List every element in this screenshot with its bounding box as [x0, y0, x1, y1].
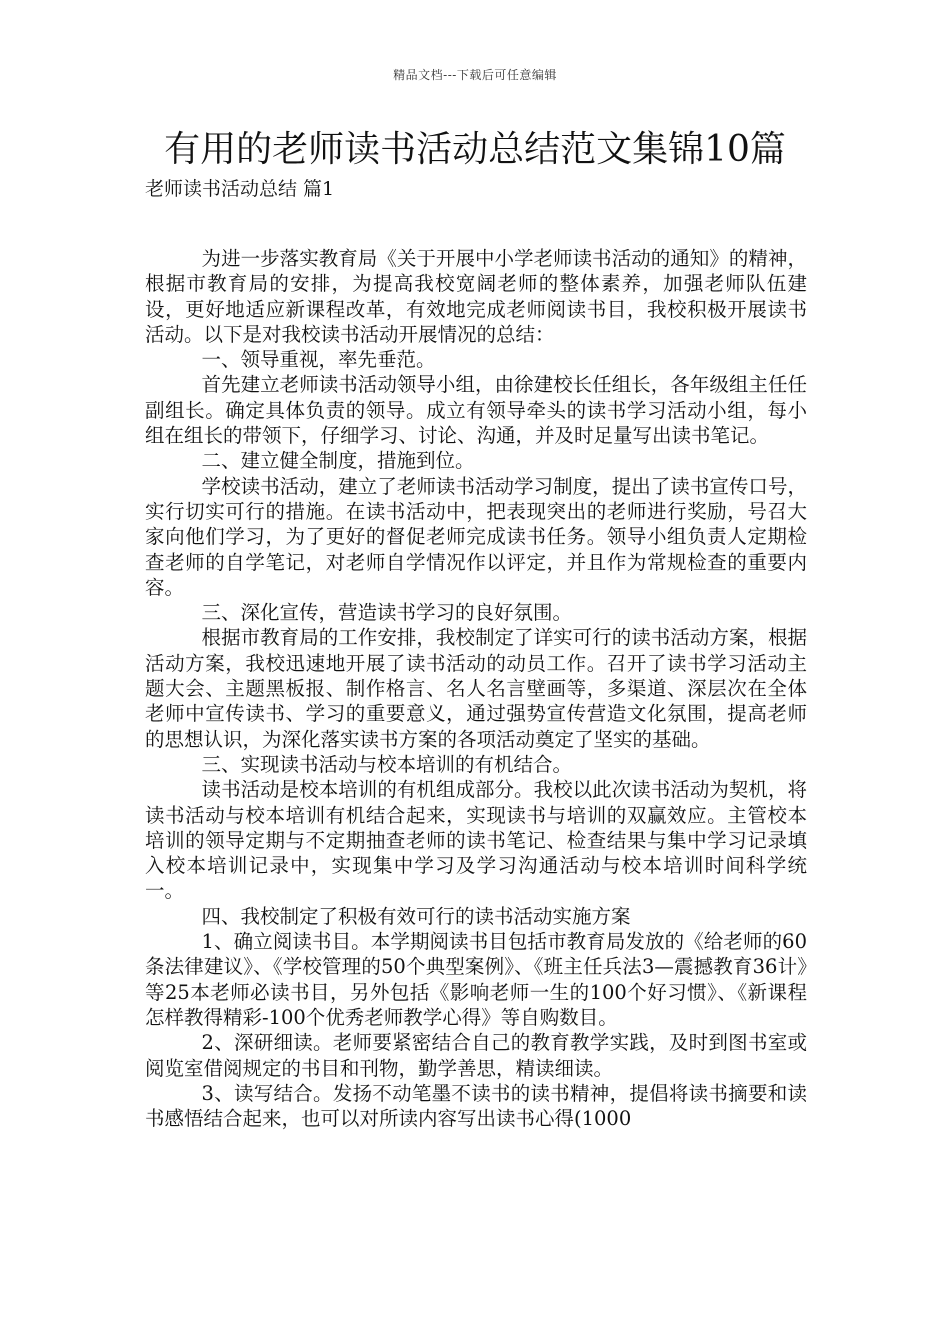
paragraph: 3、读写结合。发扬不动笔墨不读书的读书精神，提倡将读书摘要和读书感悟结合起来，也可以对所读内容写出读书心得(1000 — [145, 1081, 807, 1131]
section-heading: 二、建立健全制度，措施到位。 — [201, 449, 475, 473]
paragraph: 1、确立阅读书目。本学期阅读书目包括市教育局发放的《给老师的60条法律建议》、《学校管理的50个典型案例》、《班主任兵法3—震撼教育36计》等25本老师必读书目，另外包括《影响老师一生的100个好习惯》、《新课程怎样教得精彩-100个优秀老师教学心得》等自购数目。 — [145, 930, 807, 1029]
paragraph: 首先建立老师读书活动领导小组，由徐建校长任组长，各年级组主任任副组长。确定具体负责的领导。成立有领导牵头的读书学习活动小组，每小组在组长的带领下，仔细学习、讨论、沟通，并及时足量写出读书笔记。 — [145, 373, 807, 448]
section-heading: 三、实现读书活动与校本培训的有机结合。 — [201, 752, 573, 776]
paragraph: 读书活动是校本培训的有机组成部分。我校以此次读书活动为契机，将读书活动与校本培训有机结合起来，实现读书与培训的双赢效应。主管校本培训的领导定期与不定期抽查老师的读书笔记、检查结果与集中学习记录填入校本培训记录中，实现集中学习及学习沟通活动与校本培训时间科学统一。 — [145, 778, 807, 903]
page-header-note: 精品文档---下载后可任意编辑 — [393, 68, 557, 82]
section-heading: 四、我校制定了积极有效可行的读书活动实施方案 — [201, 904, 631, 928]
paragraph: 为进一步落实教育局《关于开展中小学老师读书活动的通知》的精神，根据市教育局的安排，为提高我校宽阔老师的整体素养，加强老师队伍建设，更好地适应新课程改革，有效地完成老师阅读书目，我校积极开展读书活动。以下是对我校读书活动开展情况的总结： — [145, 247, 807, 346]
document-title: 有用的老师读书活动总结范文集锦10篇 — [164, 129, 786, 170]
paragraph: 2、深研细读。老师要紧密结合自己的教育教学实践，及时到图书室或阅览室借阅规定的书目和刊物，勤学善思，精读细读。 — [145, 1031, 807, 1080]
paragraph: 根据市教育局的工作安排，我校制定了详实可行的读书活动方案，根据活动方案，我校迅速地开展了读书活动的动员工作。召开了读书学习活动主题大会、主题黑板报、制作格言、名人名言壁画等，多渠道、深层次在全体老师中宣传读书、学习的重要意义，通过强势宣传营造文化氛围，提高老师的思想认识，为深化落实读书方案的各项活动奠定了坚实的基础。 — [145, 626, 807, 751]
document-body — [145, 246, 807, 1131]
section-heading: 一、领导重视，率先垂范。 — [201, 348, 436, 372]
section-heading: 三、深化宣传，营造读书学习的良好氛围。 — [201, 601, 573, 625]
paragraph: 学校读书活动，建立了老师读书活动学习制度，提出了读书宣传口号，实行切实可行的措施。在读书活动中，把表现突出的老师进行奖励，号召大家向他们学习，为了更好的督促老师完成读书任务。领导小组负责人定期检查老师的自学笔记，对老师自学情况作以评定，并且作为常规检查的重要内容。 — [145, 474, 807, 599]
section-subtitle: 老师读书活动总结 篇1 — [145, 178, 335, 200]
